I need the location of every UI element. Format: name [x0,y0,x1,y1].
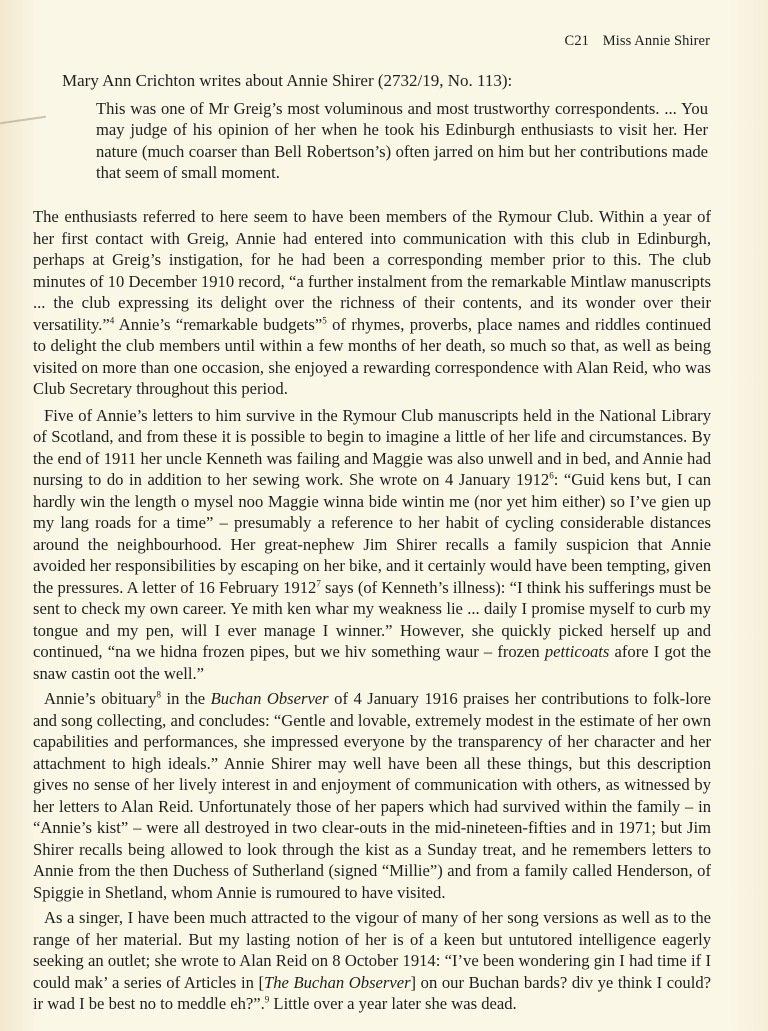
footnote-ref-9: 9 [264,994,270,1005]
p3-emphasis: Buchan Observer [210,689,329,708]
p2-emphasis: petticoats [544,642,610,661]
body-text [33,206,711,1015]
header-code: C21 [564,33,590,49]
p1-text-c: of rhymes, proverbs, place names and riddles continued to delight the club members until within a few months of her death, so much so that, as well as being visited on more than one occasion, she enjoyed a rewarding correspondence with Alan Reid, who was Club Secretary throughout this period. [33,314,712,398]
paragraph-1 [33,206,711,400]
p1-text-b: Annie’s “remarkable budgets” [114,314,323,334]
p4-text-b: ] on our Buchan bards? div ye think I could? ir wad I be best no to meddle eh?”. [33,972,711,1013]
paragraph-2 [33,405,711,685]
p4-emphasis: The Buchan Observer [264,972,411,992]
intro-line: Mary Ann Crichton writes about Annie Shirer (2732/19, No. 113): [62,71,513,90]
paragraph-3 [33,688,711,903]
p4-text-a: As a singer, I have been much attracted to the vigour of many of her song versions as well as to the range of her material. But my lasting notion of her is of a keen but untutored intelligence eagerly seeking an outlet; she wrote to Alan Reid on 8 October 1914: “I’ve been wondering gin I had time if I could mak’ a series of Articles in [ [33,908,711,992]
p2-text-d: afore I got the snaw castin oot the well.” [33,642,711,683]
p4-text-c: Little over a year later she was dead. [269,994,517,1013]
p2-text-c: says (of Kenneth’s illness): “I think his sufferings must be sent to check my own career. Ye mith ken whar my weakness lie ... daily I promise myself to curb my tongue and my pen, will I ever manage I winner.” However, she quickly picked herself up and continued, “na we hidna frozen pipes, but we hiv something waur – frozen [33,577,711,661]
p2-text-a: Five of Annie’s letters to him survive in the Rymour Club manuscripts held in the National Library of Scotland, and from these it is possible to begin to imagine a little of her life and circumstances. By the end of 1911 her uncle Kenneth was failing and Maggie was also unwell and in bed, and Annie had nursing to do in addition to her sewing work. She wrote on 4 January 1912 [33,405,711,489]
footnote-ref-6: 6 [549,470,554,481]
footnote-ref-7: 7 [316,577,321,588]
p3-text-c: of 4 January 1916 praises her contributions to folk-lore and song collecting, and concludes: “Gentle and lovable, extremely modest in the estimate of her own capabilities and performances, she impressed everyone by the transparency of her character and her attachment to high ideals.” Annie Shirer may well have been all these things, but this description gives no sense of her lively interest in and enjoyment of communication with others, as witnessed by her letters to Alan Reid. Unfortunately those of her papers which had survived within the family – in “Annie’s kist” – were all destroyed in two clear-outs in the mid-nineteen-fifties and in 1971; but Jim Shirer recalls being allowed to look through the kist as a Sunday treat, and he remembers letters to Annie from the then Duchess of Sutherland (signed “Millie”) and from a family called Henderson, of Spiggie in Shetland, whom Annie is rumoured to have visited. [33,689,712,902]
footnote-ref-8: 8 [156,689,161,700]
paragraph-4 [33,907,711,1015]
p3-text-b: in the [160,689,211,708]
p2-text-b: : “Guid kens but, I can hardly win the length o mysel noo Maggie winna bide wintin me (nor yet him either) so I’ve gien up my lang roads for a time” – presumably a reference to her habit of cycling considerable distances around the neighbourhood. Her great-nephew Jim Shirer recalls a family suspicion that Annie avoided her responsibilities by escaping on her bike, and it certainly would have been tempting, given the pressures. A letter of 16 February 1912 [33,470,711,597]
footnote-ref-4: 4 [109,314,115,325]
running-header [565,33,710,50]
paper-mark [0,116,46,124]
header-title: Miss Annie Shirer [602,33,710,49]
block-quote: This was one of Mr Greig’s most voluminous and most trustworthy correspondents. ... You may judge of his opinion of her when he took his Edinburgh enthusiasts to visit her. Her nature (much coarser than Bell Robertson’s) often jarred on him but her contributions made that seem of small moment. [96,99,708,183]
p1-text-a: The enthusiasts referred to here seem to have been members of the Rymour Club. Within a year of her first contact with Greig, Annie had entered into communication with this club in Edinburgh, perhaps at Greig’s instigation, for he had been a corresponding member prior to this. The club minutes of 10 December 1910 record, “a further instalment from the remarkable Mintlaw manuscripts ... the club expressing its delight over the richness of their contents, and its wonder over their versatility.” [33,207,711,334]
p3-text-a: Annie’s obituary [44,689,157,708]
footnote-ref-5: 5 [322,314,327,325]
